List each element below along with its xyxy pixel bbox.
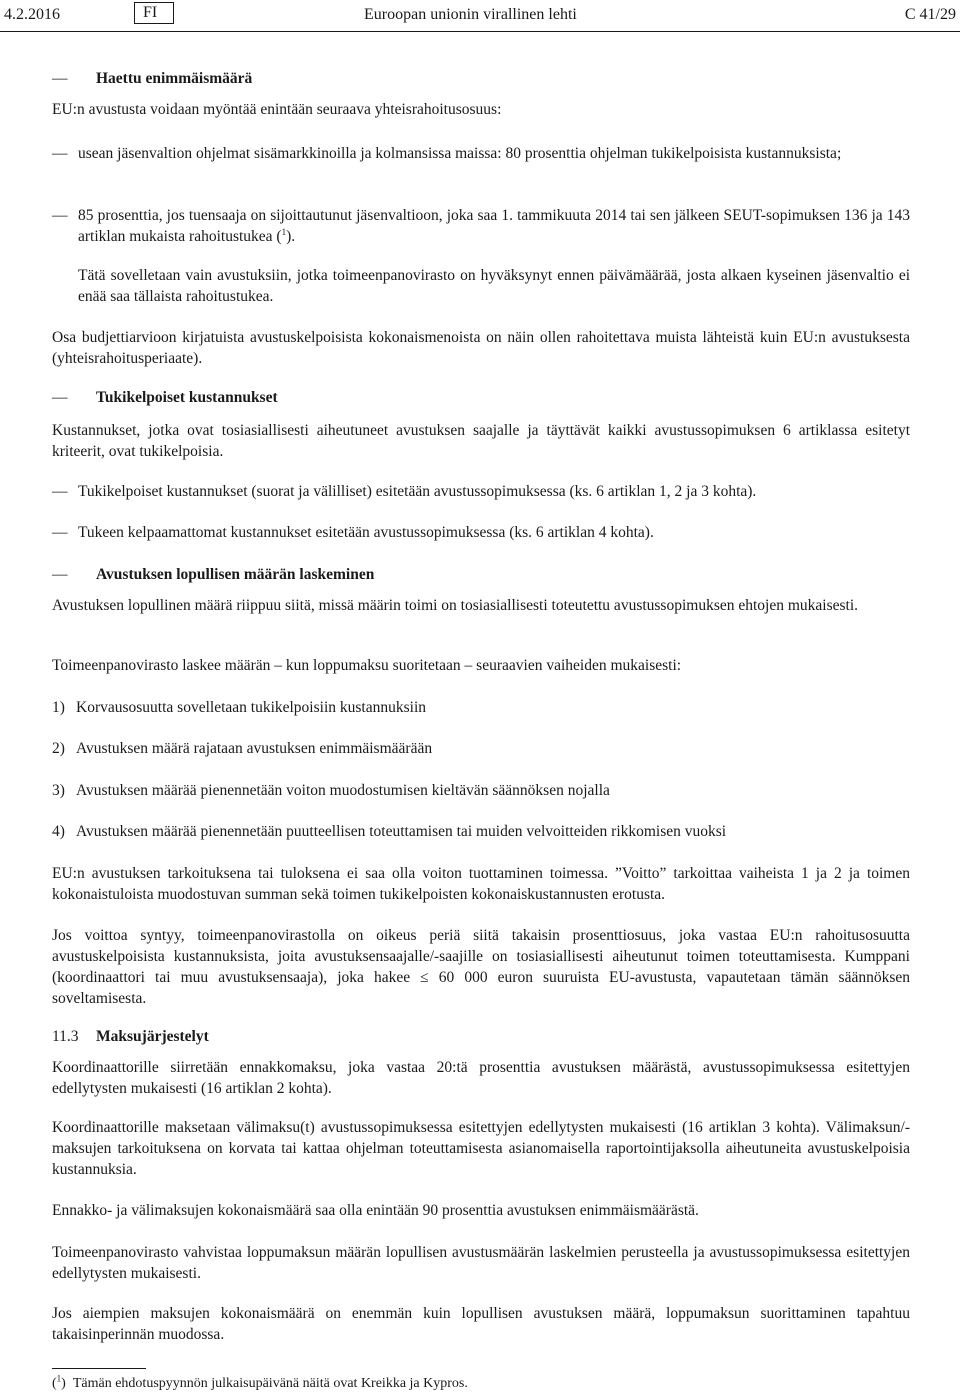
- dash-marker: —: [52, 389, 68, 406]
- list-item: [52, 738, 910, 759]
- paragraph: Ennakko- ja välimaksujen kokonaismäärä saa olla enintään 90 prosenttia avustuksen enimmäismäärästä.: [52, 1202, 699, 1219]
- section-heading-eligible-costs: [52, 387, 910, 408]
- paragraph: Osa budjettiarvioon kirjatuista avustuskelpoisista kokonaismenoista on näin ollen rahoitettava muista lähteistä kuin EU:n avustuksesta (yhteisrahoitusperiaate).: [52, 329, 910, 367]
- list-item: [52, 697, 910, 718]
- journal-title: Euroopan unionin virallinen lehti: [364, 6, 577, 23]
- dash-marker: —: [52, 70, 68, 87]
- header-rule: [0, 31, 960, 32]
- bullet-text: usean jäsenvaltion ohjelmat sisämarkkinoilla ja kolmansissa maissa: 80 prosenttia ohjelman tukikelpoisista kustannuksista;: [78, 145, 842, 162]
- page-header: [0, 0, 960, 30]
- list-number: 3): [52, 782, 65, 799]
- bullet-text: [78, 205, 910, 247]
- paragraph: Koordinaattorille maksetaan välimaksu(t) avustussopimuksessa esitettyjen edellytysten mukaisesti (16 artiklan 3 kohta). Välimaksun/-maksujen tarkoituksena on korvata tai kattaa ohjelman toteuttamisesta asianomaisella raportointijaksolla aiheutuneita avustuskelpoisia kustannuksia.: [52, 1119, 910, 1178]
- paragraph-text: Tätä sovelletaan vain avustuksiin, jotka toimeenpanovirasto on hyväksynyt ennen päivämäärää, josta alkaen kyseinen jäsenvaltio ei enää saa tällaista rahoitustukea.: [78, 267, 910, 305]
- list-number: 2): [52, 740, 65, 757]
- paragraph: Kustannukset, jotka ovat tosiasiallisesti aiheutuneet avustuksen saajalle ja täyttävät kaikki avustussopimuksen 6 artiklassa esitetyt kriteerit, ovat tukikelpoisia.: [52, 422, 910, 460]
- bullet-text: Tukeen kelpaamattomat kustannukset esitetään avustussopimuksessa (ks. 6 artiklan 4 kohta).: [78, 524, 654, 541]
- dash-marker: —: [52, 566, 68, 583]
- dash-marker: —: [52, 207, 68, 224]
- bullet-item: [52, 143, 910, 164]
- paragraph: Jos aiempien maksujen kokonaismäärä on enemmän kuin lopullisen avustuksen määrä, loppumaksun suorittaminen tapahtuu takaisinperinnän muodossa.: [52, 1305, 910, 1343]
- section-heading-final-amount: [52, 564, 910, 585]
- dash-marker: —: [52, 483, 68, 500]
- footnote-number: 1: [56, 1373, 62, 1384]
- list-item: [52, 780, 910, 801]
- bullet-item: [52, 481, 910, 502]
- bullet-text-main: 85 prosenttia, jos tuensaaja on sijoittautunut jäsenvaltioon, joka saa 1. tammikuuta 2014 tai sen jälkeen SEUT-sopimuksen 136 ja 143 artiklan mukaista rahoitustukea (: [78, 207, 910, 245]
- bullet-text-end: ).: [286, 228, 296, 245]
- list-number: 1): [52, 699, 65, 716]
- footnote-reference[interactable]: 1: [281, 226, 287, 237]
- bullet-text: Tukikelpoiset kustannukset (suorat ja välilliset) esitetään avustussopimuksessa (ks. 6 artiklan 1, 2 ja 3 kohta).: [78, 483, 757, 500]
- heading-text: Tukikelpoiset kustannukset: [96, 389, 278, 406]
- footnote-text: Tämän ehdotuspyynnön julkaisupäivänä näitä ovat Kreikka ja Kypros.: [72, 1376, 468, 1391]
- section-heading-max-amount: [52, 68, 910, 89]
- bullet-item: [52, 205, 910, 247]
- dash-marker: —: [52, 145, 68, 162]
- section-title: Maksujärjestelyt: [96, 1028, 209, 1045]
- page-number: C 41/29: [904, 6, 956, 23]
- list-text: Avustuksen määrää pienennetään puutteellisen toteuttamisen tai muiden velvoitteiden rikkomisen vuoksi: [76, 823, 727, 840]
- footnote: ($^1$) Tämän ehdotuspyynnön julkaisupäivänä näitä ovat Kreikka ja Kypros.: [52, 1373, 468, 1391]
- list-number: 4): [52, 823, 65, 840]
- paragraph: Toimeenpanovirasto vahvistaa loppumaksun määrän lopullisen avustusmäärän laskelmien perusteella ja avustussopimuksessa esitettyjen edellytysten mukaisesti.: [52, 1244, 910, 1282]
- list-item: [52, 821, 910, 842]
- footnote-rule: [52, 1368, 146, 1369]
- paragraph: Avustuksen lopullinen määrä riippuu siitä, missä määrin toimi on tosiasiallisesti toteutettu avustussopimuksen ehtojen mukaisesti.: [52, 597, 859, 614]
- publication-date: 4.2.2016: [4, 6, 60, 23]
- section-number: 11.3: [52, 1028, 79, 1045]
- heading-text: Avustuksen lopullisen määrän laskeminen: [96, 566, 375, 583]
- list-text: Korvausosuutta sovelletaan tukikelpoisiin kustannuksiin: [76, 699, 426, 716]
- paragraph: Jos voittoa syntyy, toimeenpanovirastolla on oikeus periä siitä takaisin prosenttiosuus, joka vastaa EU:n rahoitusosuutta avustuskelpoisista kustannuksista, joita avustuksensaajalle/-saajille on tosiasiallisesti aiheutunut toimen toteuttamisesta. Kumppani (koordinaattori tai muu avustuksensaaja), joka hakee ≤ 60 000 euron suuruista EU-avustusta, vapautetaan tämän säännöksen soveltamisesta.: [52, 927, 910, 1007]
- paragraph: EU:n avustusta voidaan myöntää enintään seuraava yhteisrahoitusosuus:: [52, 101, 502, 118]
- indented-paragraph: [52, 265, 910, 307]
- dash-marker: —: [52, 524, 68, 541]
- bullet-item: [52, 522, 910, 543]
- paragraph: Toimeenpanovirasto laskee määrän – kun loppumaksu suoritetaan – seuraavien vaiheiden mukaisesti:: [52, 657, 682, 674]
- list-text: Avustuksen määrä rajataan avustuksen enimmäismäärään: [76, 740, 433, 757]
- paragraph: Koordinaattorille siirretään ennakkomaksu, joka vastaa 20:tä prosenttia avustuksen määrästä, avustussopimuksessa esitettyjen edellytysten mukaisesti (16 artiklan 2 kohta).: [52, 1059, 910, 1097]
- section-heading-payments: [52, 1026, 910, 1047]
- list-text: Avustuksen määrää pienennetään voiton muodostumisen kieltävän säännöksen nojalla: [76, 782, 610, 799]
- paragraph: EU:n avustuksen tarkoituksena tai tuloksena ei saa olla voiton tuottaminen toimessa. ”Voitto” tarkoittaa vaiheista 1 ja 2 ja toimen kokonaistuloista muodostuvan summan sekä toimen tukikelpoisten kokonaiskustannusten erotusta.: [52, 865, 910, 903]
- heading-text: Haettu enimmäismäärä: [96, 70, 253, 87]
- language-badge: FI: [134, 2, 174, 24]
